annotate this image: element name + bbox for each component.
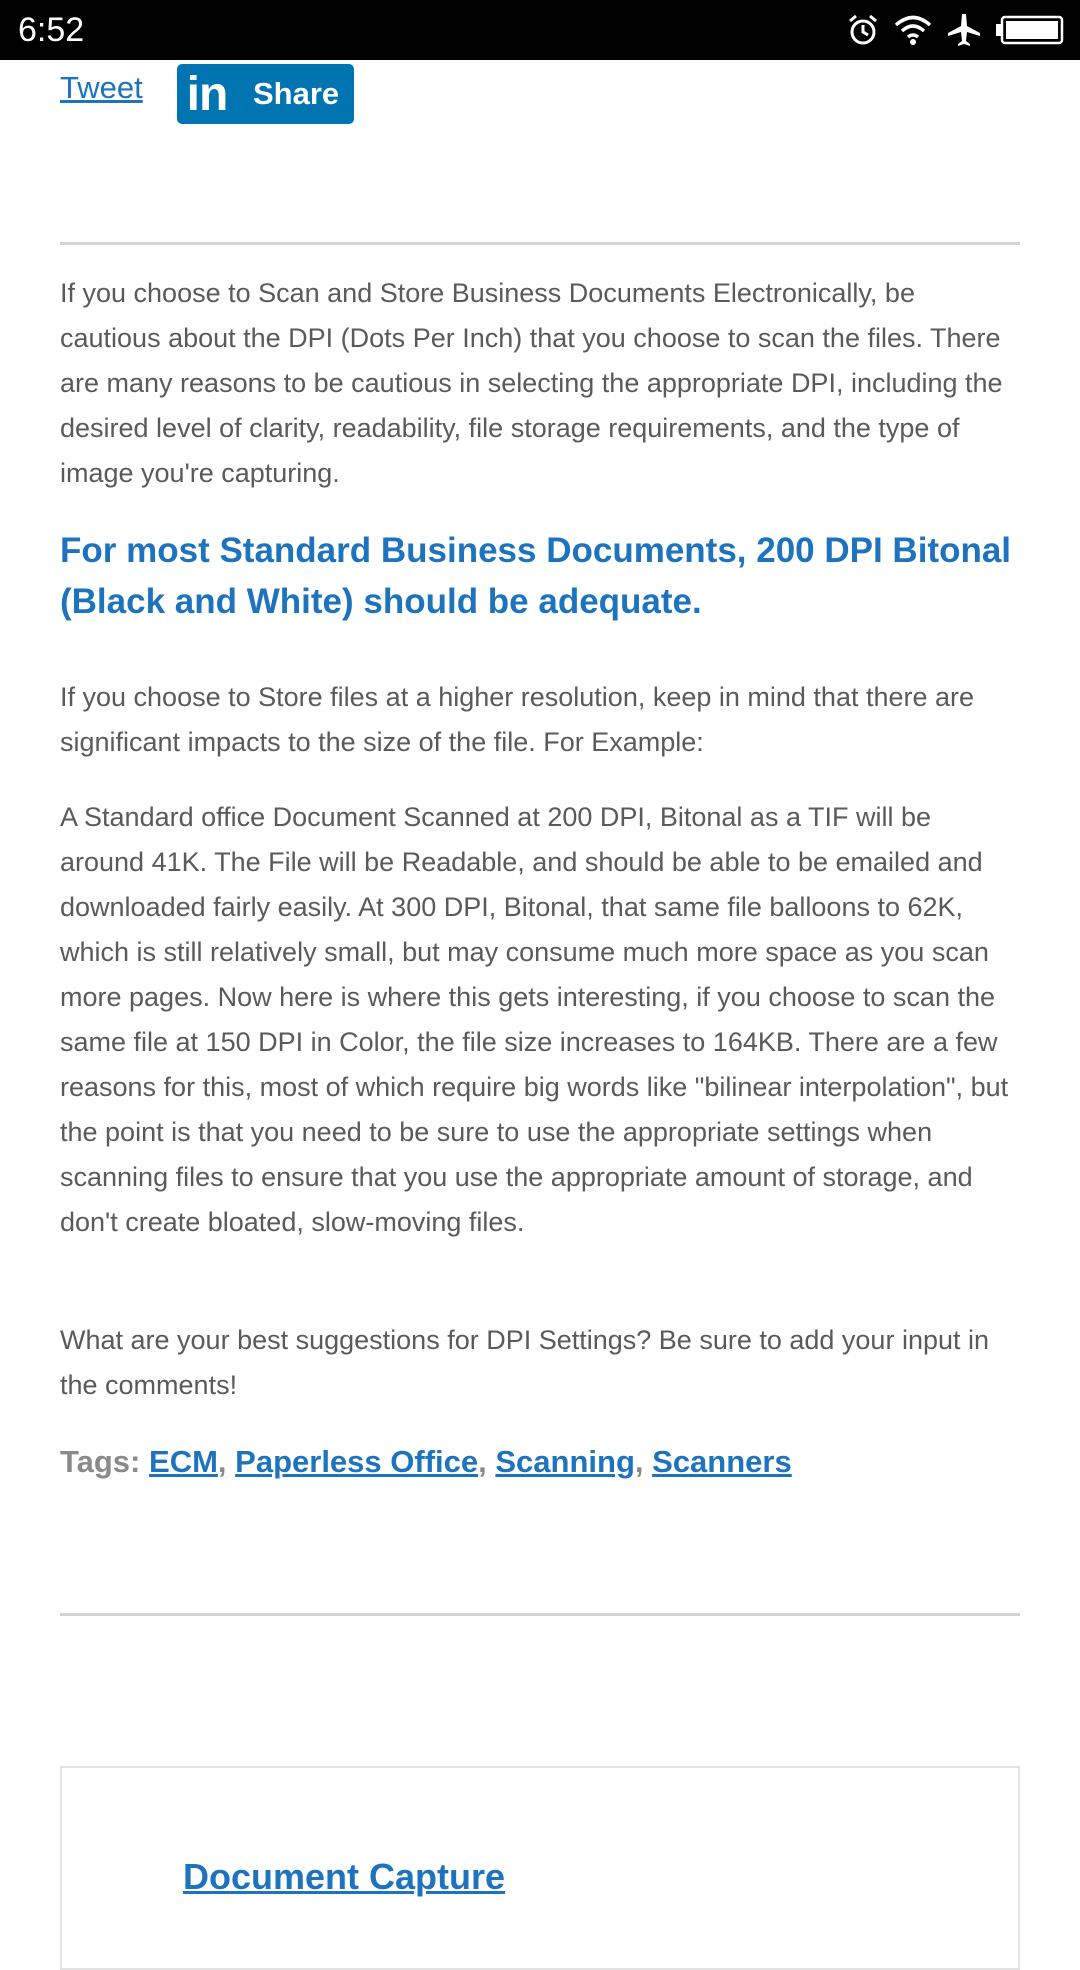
article-intro: If you choose to Scan and Store Business Documents Electronically, be cautious about the DPI (Dots Per Inch) that you choose to scan the files. There are many reasons to be cautious in selecting the appropriate DPI, including the desired level of clarity, readability, file storage requirements, and the type of image you're capturing. [60,278,1003,488]
status-time: 6:52 [18,11,85,49]
article-highlight: For most Standard Business Documents, 200 DPI Bitonal (Black and White) should be adequate. [60,531,1012,621]
linkedin-share-button[interactable] [177,64,354,124]
article-paragraph-4: What are your best suggestions for DPI Settings? Be sure to add your input in the comments! [60,1325,990,1400]
related-box [60,1766,1020,1970]
airplane-mode-icon [946,12,982,48]
tags-line [60,1440,1020,1484]
tag-link-paperless-office[interactable]: Paperless Office [235,1444,479,1479]
linkedin-share-label: Share [253,76,340,111]
divider-bottom [60,1613,1020,1616]
alarm-icon [846,13,880,47]
tag-separator: , [634,1444,644,1479]
tags-label: Tags: [60,1444,141,1479]
status-bar [0,0,1080,60]
tag-separator: , [478,1444,487,1479]
article-paragraph-3: A Standard office Document Scanned at 200 DPI, Bitonal as a TIF will be around 41K. The File will be Readable, and should be able to be emailed and downloaded fairly easily. At 300 DPI, Bitonal, that same file balloons to 62K, which is still relatively small, but may consume much more space as you scan more pages. Now here is where this gets interesting, if you choose to scan the same file at 150 DPI in Color, the file size increases to 164KB. There are a few reasons for this, most of which require big words like "bilinear interpolation", but the point is that you need to be sure to use the appropriate settings when scanning files to ensure that you use the appropriate amount of storage, and don't create bloated, slow-moving files. [60,802,1009,1237]
divider-top [60,242,1020,245]
tag-link-scanners[interactable]: Scanners [652,1444,792,1479]
tweet-link[interactable]: Tweet [60,70,143,105]
wifi-icon [894,14,932,46]
document-capture-link[interactable]: Document Capture [183,1856,506,1897]
tag-link-ecm[interactable]: ECM [149,1444,218,1479]
article-paragraph-2: If you choose to Store files at a higher resolution, keep in mind that there are significant impacts to the size of the file. For Example: [60,682,975,757]
linkedin-icon: in [186,67,228,121]
battery-icon [996,15,1064,45]
tag-separator: , [217,1444,227,1479]
tag-link-scanning[interactable]: Scanning [495,1444,635,1479]
status-icons [846,10,1064,50]
